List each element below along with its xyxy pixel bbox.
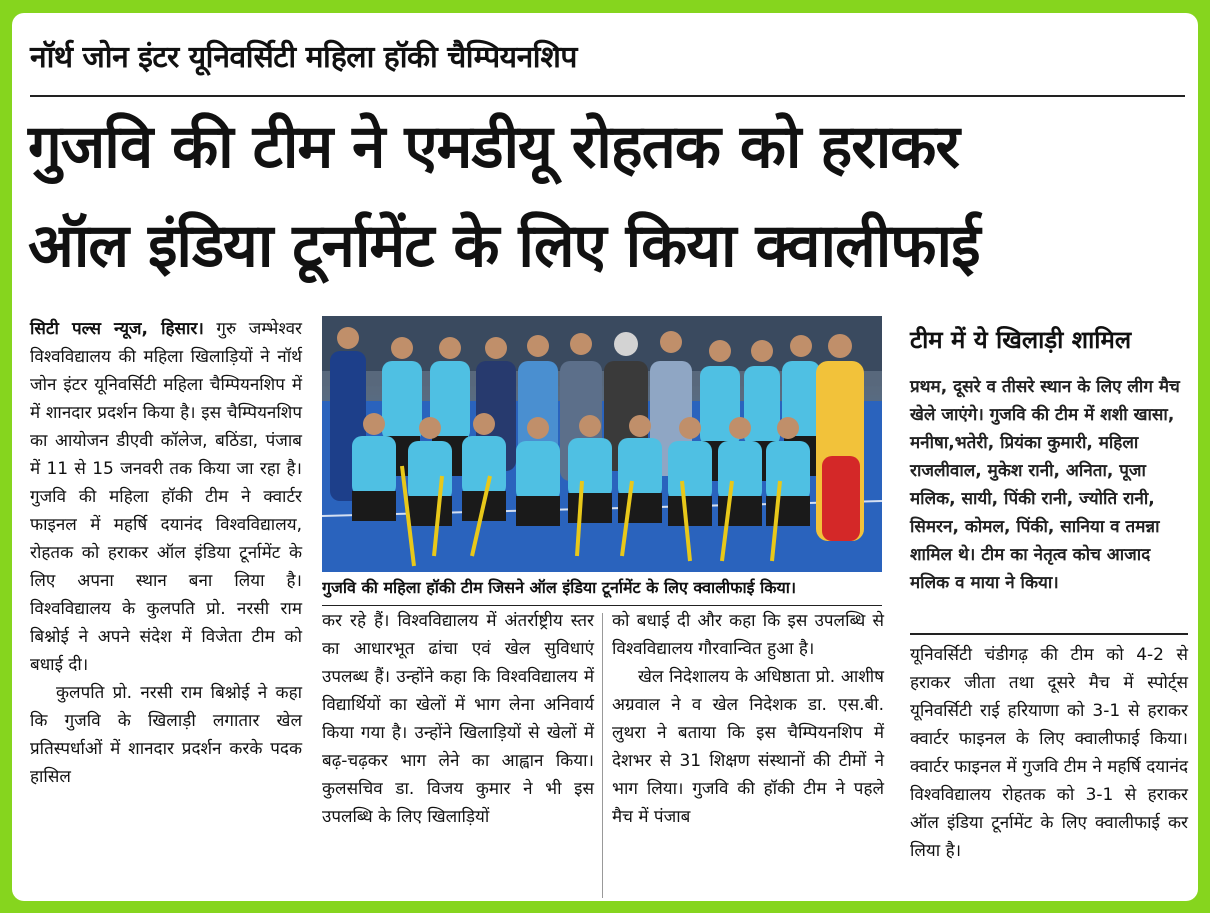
sidebox-title: टीम में ये खिलाड़ी शामिल <box>910 326 1132 354</box>
article-column-right <box>910 641 1188 865</box>
article-paragraph-2: कुलपति प्रो. नरसी राम बिश्नोई ने कहा कि गुजवि के खिलाड़ी लगातार खेल प्रतिस्पर्धाओं में शानदार प्रदर्शन करके पदक हासिल <box>30 683 302 787</box>
divider-rule <box>30 95 1185 97</box>
article-paragraph-1 <box>30 315 302 679</box>
article-paragraph-3: कर रहे हैं। विश्वविद्यालय में अंतर्राष्ट्रीय स्तर का आधारभूत ढांचा एवं खेल सुविधाएं उपलब्ध हैं। उन्होंने कहा कि विश्वविद्यालय में विद्यार्थियों का खेलों में भाग लेना अनिवार्य किया गया है। उन्होंने खिलाड़ियों से खेलों में बढ़-चढ़कर भाग लेने का आह्वान किया। कुलसचिव डा. विजय कुमार ने भी इस उपलब्धि के लिए खिलाड़ियों <box>322 611 594 827</box>
article-paragraph-6: यूनिवर्सिटी चंडीगढ़ की टीम को 4-2 से हराकर जीता तथा दूसरे मैच में स्पोर्ट्स यूनिवर्सिटी राई हरियाणा को 3-1 से हराकर क्वार्टर फाइनल के लिए क्वालीफाई किया। क्वार्टर फाइनल में गुजवि टीम ने महर्षि दयानंद विश्वविद्यालय रोहतक को 3-1 से हराकर ऑल इंडिया टूर्नामेंट के लिए क्वालीफाई कर लिया है। <box>910 645 1188 861</box>
team-photo-illustration <box>322 316 882 572</box>
kicker-headline: नॉर्थ जोन इंटर यूनिवर्सिटी महिला हॉकी चैम्पियनशिप <box>30 40 577 75</box>
sidebox-body: प्रथम, दूसरे व तीसरे स्थान के लिए लीग मैच खेले जाएंगे। गुजवि की टीम में शशी खासा, मनीषा,भतेरी, प्रियंका कुमारी, महिला राजलीवाल, मुकेश रानी, अनिता, पूजा मलिक, सायी, पिंकी रानी, ज्योति रानी, सिमरन, कोमल, पिंकी, सानिया व तमन्ना शामिल थे। टीम का नेतृत्व कोच आजाद मलिक व माया ने किया। <box>910 377 1180 593</box>
caption-rule <box>322 605 882 606</box>
main-headline-line-2: ऑल इंडिया टूर्नामेंट के लिए किया क्वालीफाई <box>28 211 980 281</box>
column-separator <box>602 613 603 898</box>
paragraph-text: गुरु जम्भेश्वर विश्वविद्यालय की महिला खिलाड़ियों ने नॉर्थ जोन इंटर यूनिवर्सिटी महिला चैम्पियनशिप में में शानदार प्रदर्शन किया है। इस चैम्पियनशिप का आयोजन डीएवी कॉलेज, बठिंडा, पंजाब में 11 से 15 जनवरी तक किया जा रहा है। गुजवि की महिला हॉकी टीम ने क्वार्टर फाइनल में महर्षि दयानंद विश्वविद्यालय, रोहतक को हराकर ऑल इंडिया टूर्नामेंट के लिए अपना स्थान बना लिया है। विश्वविद्यालय के कुलपति प्रो. नरसी राम बिश्नोई ने अपने संदेश में विजेता टीम को बधाई दी। <box>30 319 303 675</box>
dateline: सिटी पल्स न्यूज, हिसार। <box>30 319 204 339</box>
article-column-left <box>30 315 302 791</box>
newspaper-clipping <box>12 13 1198 901</box>
article-paragraph-5: खेल निदेशालय के अधिष्ठाता प्रो. आशीष अग्रवाल ने व खेल निदेशक डा. एस.बी. लुथरा ने बताया कि इस चैम्पियनशिप में देशभर से 31 शिक्षण संस्थानों की टीमों ने भाग लिया। गुजवि की हॉकी टीम ने पहले मैच में पंजाब <box>612 667 884 827</box>
article-column-middle-1 <box>322 607 594 831</box>
team-photo <box>322 316 882 572</box>
photo-caption: गुजवि की महिला हॉकी टीम जिसने ऑल इंडिया टूर्नामेंट के लिए क्वालीफाई किया। <box>322 578 797 597</box>
article-column-middle-2 <box>612 607 884 831</box>
sidebox-rule <box>910 633 1188 635</box>
article-paragraph-4: को बधाई दी और कहा कि इस उपलब्धि से विश्वविद्यालय गौरवान्वित हुआ है। <box>612 611 884 659</box>
main-headline-line-1: गुजवि की टीम ने एमडीयू रोहतक को हराकर <box>28 112 959 182</box>
